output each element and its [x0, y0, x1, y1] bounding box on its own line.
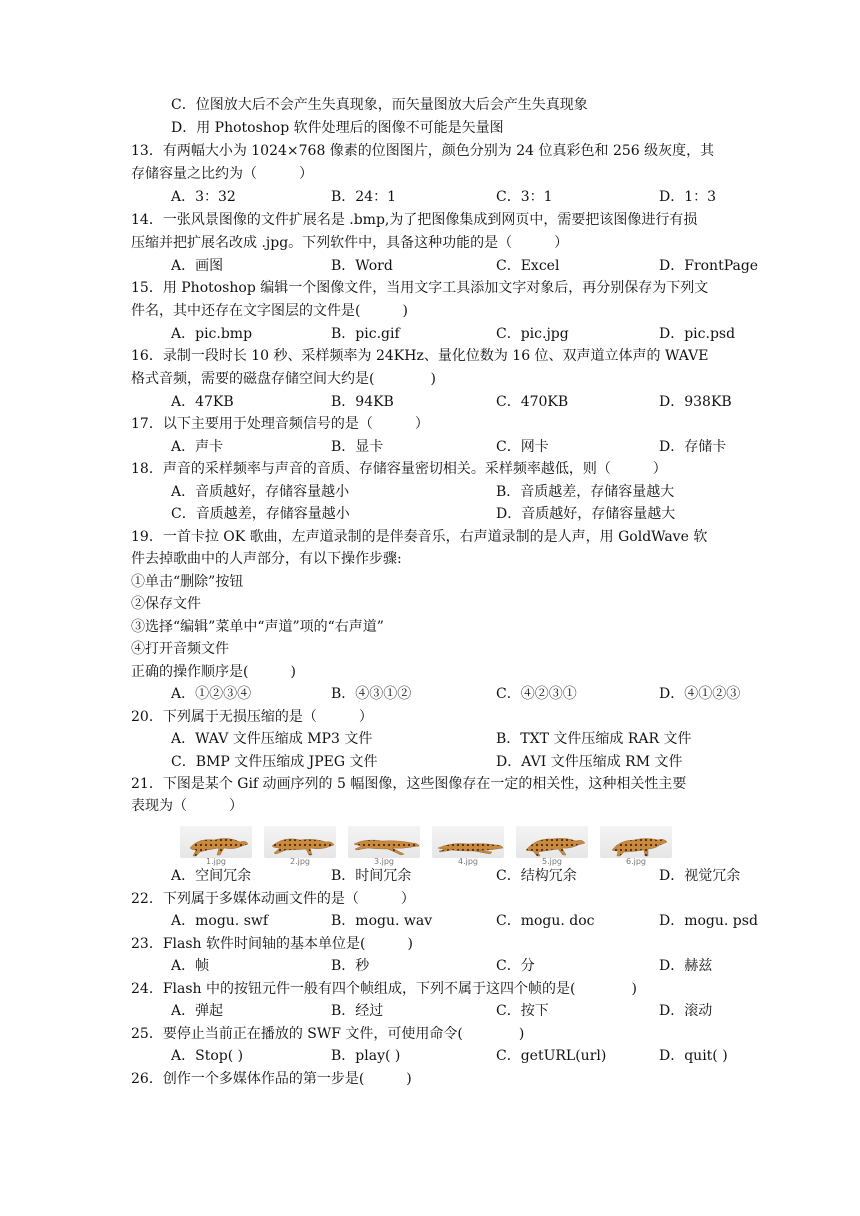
question-text-line	[0, 163, 860, 185]
question-text-line	[0, 232, 860, 254]
answer-options-row	[0, 323, 860, 345]
answer-options-row	[0, 391, 860, 413]
gif-frame-label: 5.jpg	[541, 857, 562, 866]
answer-option: C．网卡	[496, 439, 549, 455]
gif-frame	[180, 826, 252, 868]
answer-option: D．938KB	[659, 394, 732, 410]
gif-frame-label: 6.jpg	[625, 857, 646, 866]
question-text: ②保存文件	[131, 596, 201, 612]
question-text-line	[0, 795, 860, 817]
cheetah-frame-image	[600, 826, 672, 858]
gif-frame	[348, 826, 420, 868]
gif-frame	[264, 826, 336, 868]
answer-option: D．④①②③	[659, 686, 741, 702]
question-text-line	[0, 593, 860, 615]
answer-option: C．getURL(url)	[496, 1048, 607, 1064]
answer-option: B．24：1	[331, 189, 397, 205]
answer-options-row	[0, 728, 860, 750]
question-text: D．用 Photoshop 软件处理后的图像不可能是矢量图	[171, 120, 504, 136]
answer-option: D．赫兹	[659, 958, 713, 974]
answer-options-row	[0, 751, 860, 773]
answer-option: D．AVI 文件压缩成 RM 文件	[496, 754, 683, 770]
gif-frame	[432, 826, 504, 868]
answer-options-row	[0, 436, 860, 458]
question-text: 19．一首卡拉 OK 歌曲，左声道录制的是伴奏音乐，右声道录制的是人声，用 GoldWave 软	[131, 529, 708, 545]
answer-option: A．WAV 文件压缩成 MP3 文件	[171, 731, 373, 747]
question-text-line	[0, 300, 860, 322]
answer-option: C．BMP 文件压缩成 JPEG 文件	[171, 754, 378, 770]
question-text: 16．录制一段时长 10 秒、采样频率为 24KHz、量化位数为 16 位、双声道立体声的 WAVE	[131, 348, 709, 364]
answer-option: D．quit( )	[659, 1048, 728, 1064]
answer-option: A．pic.bmp	[171, 326, 253, 342]
question-text: ①单击“删除”按钮	[131, 574, 244, 590]
question-text-line	[0, 888, 860, 910]
answer-option: B．显卡	[331, 439, 384, 455]
answer-option: C．470KB	[496, 394, 569, 410]
question-text-line	[0, 277, 860, 299]
question-text: 件去掉歌曲中的人声部分，有以下操作步骤:	[131, 551, 402, 567]
answer-options-row	[0, 1000, 860, 1022]
answer-option: B．pic.gif	[331, 326, 400, 342]
question-text: 压缩并把扩展名改成 .jpg。下列软件中，具备这种功能的是（ ）	[131, 235, 569, 251]
answer-options-row	[0, 865, 860, 887]
gif-frame-label: 3.jpg	[373, 857, 394, 866]
answer-option: D．FrontPage	[659, 258, 759, 274]
question-text-line	[0, 638, 860, 660]
question-text: ③选择“编辑”菜单中“声道”项的“右声道”	[131, 619, 384, 635]
answer-option: B．Word	[331, 258, 393, 274]
question-text-line	[0, 458, 860, 480]
answer-option: A．47KB	[171, 394, 234, 410]
answer-options-row	[0, 955, 860, 977]
question-text: ④打开音频文件	[131, 641, 229, 657]
gif-frame-label: 4.jpg	[457, 857, 478, 866]
answer-option: C．音质越差，存储容量越小	[171, 506, 350, 522]
answer-option: A．声卡	[171, 439, 224, 455]
answer-option: A．音质越好，存储容量越小	[171, 484, 350, 500]
question-text: 件名，其中还存在文字图层的文件是( )	[131, 303, 408, 319]
answer-option: B．④③①②	[331, 686, 412, 702]
answer-options-row	[0, 683, 860, 705]
answer-option: D．pic.psd	[659, 326, 736, 342]
answer-option: B．经过	[331, 1003, 384, 1019]
question-text: 17．以下主要用于处理音频信号的是（ ）	[131, 416, 429, 432]
answer-option: A．画图	[171, 258, 224, 274]
question-text-line	[0, 978, 860, 1000]
answer-option: B．秒	[331, 958, 370, 974]
question-text-line	[0, 706, 860, 728]
question-text: 23．Flash 软件时间轴的基本单位是( )	[131, 936, 413, 952]
answer-option: A．Stop( )	[171, 1048, 244, 1064]
question-text: 21．下图是某个 Gif 动画序列的 5 幅图像，这些图像存在一定的相关性，这种相关性主要	[131, 776, 687, 792]
answer-options-row	[0, 1045, 860, 1067]
answer-option: C．pic.jpg	[496, 326, 569, 342]
answer-option: A．帧	[171, 958, 210, 974]
question-text: 25．要停止当前正在播放的 SWF 文件，可使用命令( )	[131, 1026, 525, 1042]
answer-options-row	[0, 503, 860, 525]
question-text: 24．Flash 中的按钮元件一般有四个帧组成，下列不属于这四个帧的是( )	[131, 981, 637, 997]
question-text: 格式音频，需要的磁盘存储空间大约是( )	[131, 371, 436, 387]
answer-option: A．空间冗余	[171, 868, 252, 884]
gif-frame	[600, 826, 672, 868]
question-text: 18．声音的采样频率与声音的音质、存储容量密切相关。采样频率越低，则（ ）	[131, 461, 667, 477]
question-text: 22．下列属于多媒体动画文件的是（ ）	[131, 891, 415, 907]
answer-option: D．mogu. psd	[659, 913, 758, 929]
cheetah-frame-image	[516, 826, 588, 858]
answer-option: B．mogu. wav	[331, 913, 433, 929]
question-text-line	[0, 413, 860, 435]
question-text-line	[0, 117, 860, 139]
question-text-line	[0, 94, 860, 116]
answer-option: C．3：1	[496, 189, 553, 205]
question-text: 存储容量之比约为（ ）	[131, 166, 313, 182]
answer-option: D．音质越好，存储容量越大	[496, 506, 676, 522]
answer-option: A．3：32	[171, 189, 236, 205]
gif-frame-label: 2.jpg	[289, 857, 310, 866]
answer-option: D．1：3	[659, 189, 717, 205]
question-text-line	[0, 661, 860, 683]
question-text: 13．有两幅大小为 1024×768 像素的位图图片，颜色分别为 24 位真彩色和 256 级灰度，其	[131, 143, 715, 159]
answer-option: C．结构冗余	[496, 868, 577, 884]
cheetah-frame-image	[180, 826, 252, 858]
answer-option: D．视觉冗余	[659, 868, 741, 884]
answer-option: C．④②③①	[496, 686, 577, 702]
answer-option: C．mogu. doc	[496, 913, 595, 929]
question-text-line	[0, 140, 860, 162]
question-text: 20．下列属于无损压缩的是（ ）	[131, 709, 373, 725]
answer-option: B．play( )	[331, 1048, 401, 1064]
question-text: 正确的操作顺序是( )	[131, 664, 296, 680]
question-text-line	[0, 773, 860, 795]
gif-frame-label: 1.jpg	[205, 857, 226, 866]
question-text-line	[0, 933, 860, 955]
answer-option: B．音质越差，存储容量越大	[496, 484, 675, 500]
question-text-line	[0, 571, 860, 593]
question-text-line	[0, 616, 860, 638]
answer-options-row	[0, 910, 860, 932]
answer-option: D．滚动	[659, 1003, 713, 1019]
answer-option: D．存储卡	[659, 439, 727, 455]
answer-option: C．分	[496, 958, 535, 974]
answer-option: C．Excel	[496, 258, 560, 274]
question-text: 表现为（ ）	[131, 798, 243, 814]
answer-options-row	[0, 186, 860, 208]
question-text: 14．一张风景图像的文件扩展名是 .bmp,为了把图像集成到网页中，需要把该图像进行有损	[131, 212, 698, 228]
question-text: 26．创作一个多媒体作品的第一步是( )	[131, 1071, 412, 1087]
question-text-line	[0, 368, 860, 390]
answer-option: B．94KB	[331, 394, 394, 410]
answer-option: A．mogu. swf	[171, 913, 269, 929]
answer-options-row	[0, 255, 860, 277]
question-text-line	[0, 1068, 860, 1090]
question-text: 15．用 Photoshop 编辑一个图像文件，当用文字工具添加文字对象后，再分别保存为下列文	[131, 280, 709, 296]
cheetah-frame-image	[432, 826, 504, 858]
answer-option: A．弹起	[171, 1003, 224, 1019]
question-text-line	[0, 548, 860, 570]
gif-frame-strip	[180, 826, 676, 868]
answer-option: C．按下	[496, 1003, 549, 1019]
question-text: C．位图放大后不会产生失真现象，而矢量图放大后会产生失真现象	[171, 97, 588, 113]
question-text-line	[0, 526, 860, 548]
answer-option: B．时间冗余	[331, 868, 412, 884]
cheetah-frame-image	[348, 826, 420, 858]
answer-option: A．①②③④	[171, 686, 252, 702]
gif-frame	[516, 826, 588, 868]
cheetah-frame-image	[264, 826, 336, 858]
question-text-line	[0, 209, 860, 231]
answer-options-row	[0, 481, 860, 503]
answer-option: B．TXT 文件压缩成 RAR 文件	[496, 731, 692, 747]
question-text-line	[0, 1023, 860, 1045]
question-text-line	[0, 345, 860, 367]
